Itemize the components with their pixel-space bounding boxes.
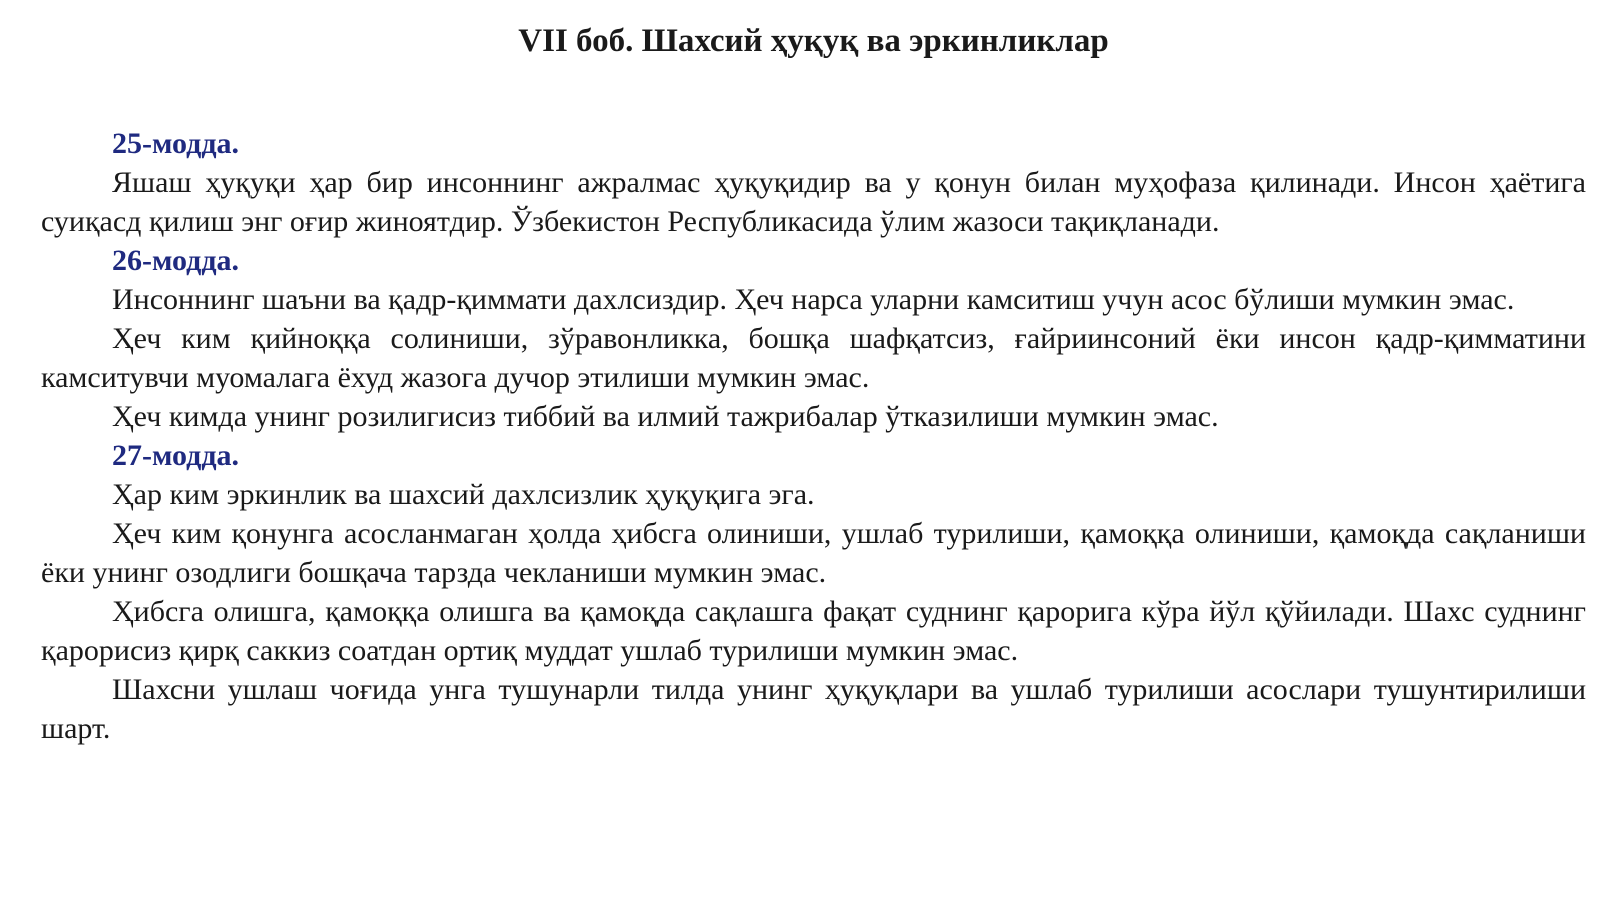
article-paragraph: Яшаш ҳуқуқи ҳар бир инсоннинг ажралмас ҳуқуқидир ва у қонун билан муҳофаза қилинади. Инсон ҳаётига суиқасд қилиш энг оғир жиноятдир. Ўзбекистон Республикасида ўлим жазоси тақиқланади. [41, 166, 1586, 238]
article-heading: 25-модда. [112, 127, 240, 160]
document-page [41, 0, 1586, 748]
article-paragraph: Ҳеч ким қонунга асосланмаган ҳолда ҳибсга олиниши, ушлаб турилиши, қамоққа олиниши, қамоқда сақланиши ёки унинг озодлиги бошқача тарзда чекланиши мумкин эмас. [41, 517, 1586, 589]
article-paragraph: Шахсни ушлаш чоғида унга тушунарли тилда унинг ҳуқуқлари ва ушлаб турилиши асослари тушунтирилиши шарт. [41, 673, 1586, 745]
article-26 [41, 241, 1586, 436]
article-paragraph: Ҳибсга олишга, қамоққа олишга ва қамоқда сақлашга фақат суднинг қарорига кўра йўл қўйилади. Шахс суднинг қарорисиз қирқ саккиз соатдан ортиқ муддат ушлаб турилиши мумкин эмас. [41, 595, 1586, 667]
article-paragraph: Ҳеч ким қийноққа солиниши, зўравонликка, бошқа шафқатсиз, ғайриинсоний ёки инсон қадр-қимматини камситувчи муомалага ёхуд жазога дучор этилиши мумкин эмас. [41, 322, 1586, 394]
article-paragraph: Ҳеч кимда унинг розилигисиз тиббий ва илмий тажрибалар ўтказилиши мумкин эмас. [112, 400, 1219, 433]
document-body [41, 124, 1586, 748]
article-heading: 27-модда. [112, 439, 240, 472]
article-paragraph: Ҳар ким эркинлик ва шахсий дахлсизлик ҳуқуқига эга. [112, 478, 815, 511]
article-25 [41, 124, 1586, 241]
chapter-title: VII боб. Шахсий ҳуқуқ ва эркинликлар [518, 23, 1109, 59]
article-paragraph: Инсоннинг шаъни ва қадр-қиммати дахлсиздир. Ҳеч нарса уларни камситиш учун асос бўлиши мумкин эмас. [112, 283, 1515, 316]
article-27 [41, 436, 1586, 748]
article-heading: 26-модда. [112, 244, 240, 277]
